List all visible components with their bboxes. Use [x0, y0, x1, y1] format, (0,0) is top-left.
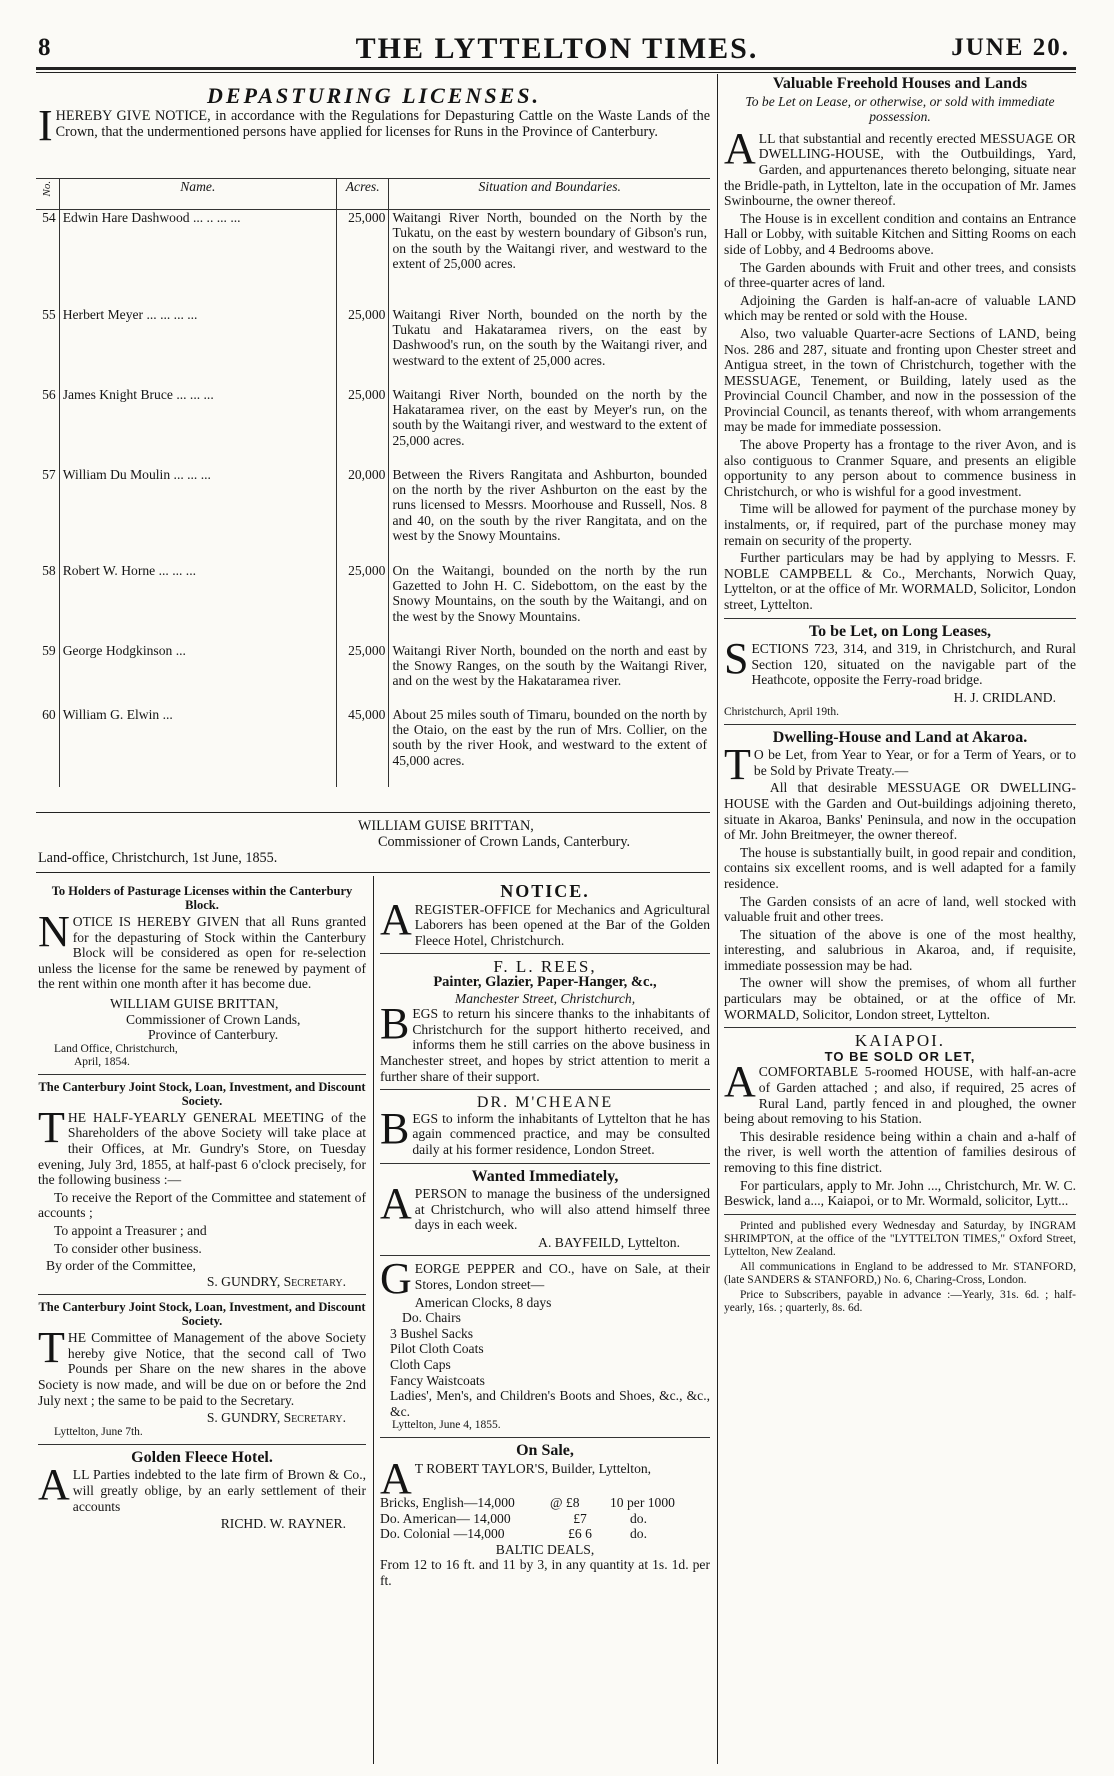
list-item: Bricks, English—14,000 @ £8 10 per 1000	[380, 1495, 675, 1510]
column-divider-right	[717, 74, 718, 1764]
freehold-p1: LL that substantial and recently erected MESSUAGE OR DWELLING-HOUSE, with the Outbuildings, Yard, Garden, and appurtenances thereto belonging, situate near the Bridle-path, in Lyttelton, late in the occupation of Mr. James Swinbourne, the owner thereof.	[724, 130, 1076, 209]
list-item: Do. Chairs	[402, 1310, 461, 1326]
imprint	[724, 1220, 1076, 1315]
freehold-p3: The Garden abounds with Fruit and other trees, and consists of three-quarter acres of land.	[724, 259, 1076, 291]
table-row: 60 William G. Elwin ... 45,000 About 25 miles south of Timaru, bounded on the north by the Otaio, on the east by the run of Mrs. Collier, on the south by the river Hook, and westward to the extent of 45,000 acres.	[36, 707, 710, 787]
column-header-no: No.	[36, 179, 59, 210]
freehold-p6: The above Property has a frontage to the river Avon, and is also contiguous to Cranmer Square, and presents an eligible opportunity to any person about to commence business in Christchurch, or who is wishful for a good investment.	[724, 437, 1076, 499]
pepper-date: Lyttelton, June 4, 1855.	[392, 1419, 501, 1432]
golden-fleece-signature: RICHD. W. RAYNER.	[220, 1516, 346, 1532]
mcheane-body: EGS to inform the inhabitants of Lyttelton that he has again commenced practice, and may be consulted daily at his former residence, London Street.	[412, 1110, 710, 1157]
wanted-heading: Wanted Immediately,	[471, 1167, 619, 1185]
depasturing-notice	[38, 83, 710, 150]
table-row: 55 Herbert Meyer ... ... ... ... 25,000 Waitangi River North, bounded on the north by the Tukatu and Hakataramea rivers, on the east by Dashwood's run, on the south by the Waitangi river, and westward to the extent of 25,000 acres.	[36, 307, 710, 387]
imprint-england: All communications in England to be addressed to Mr. STANFORD, (late SANDERS & STANFORD,) No. 6, Charing-Cross, London.	[724, 1260, 1076, 1286]
dropcap: N	[38, 907, 70, 956]
holders-heading: To Holders of Pasturage Licenses within the Canterbury Block.	[51, 884, 353, 912]
table-row: 59 George Hodgkinson ... 25,000 Waitangi River North, bounded on the north and east by the Snowy Ranges, on the south by the Waitangi River, and on the west by the Hakataramea river.	[36, 643, 710, 707]
masthead-rule	[36, 67, 1076, 70]
imprint-price: Price to Subscribers, payable in advance :—Yearly, 31s. 6d. ; half-yearly, 16s. ; quarterly, 8s. 6d.	[724, 1288, 1076, 1314]
freehold-p7: Time will be allowed for payment of the purchase money by instalments, or, if required, part of the purchase money may remain on security of the property.	[724, 501, 1076, 548]
freehold-subheading: To be Let on Lease, or otherwise, or sold with immediate possession.	[745, 93, 1055, 125]
dropcap: A	[380, 1179, 412, 1229]
list-item: Do. Colonial —14,000 £6 6 do.	[380, 1526, 647, 1542]
committee-signature: S. GUNDRY, Secretary.	[206, 1410, 346, 1426]
akaroa-p1: O be Let, from Year to Year, or for a Term of Years, or to be Sold by Private Treaty.—	[753, 747, 1076, 778]
long-leases-signature: H. J. CRIDLAND.	[953, 689, 1056, 705]
meeting-signature: S. GUNDRY, Secretary.	[206, 1273, 346, 1289]
meeting-order: By order of the Committee,	[46, 1258, 196, 1274]
holders-title: Commissioner of Crown Lands,	[126, 1011, 301, 1027]
issue-date: JUNE 20.	[951, 34, 1070, 61]
right-column	[724, 76, 1076, 1317]
notice-body: REGISTER-OFFICE for Mechanics and Agricultural Laborers has been opened at the Bar of the Golden Fleece Hotel, Christchurch.	[414, 901, 710, 948]
meeting-heading: The Canterbury Joint Stock, Loan, Investment, and Discount Society.	[38, 1079, 366, 1108]
dropcap: A	[380, 1454, 412, 1503]
list-item: Cloth Caps	[390, 1357, 451, 1373]
holders-signature: WILLIAM GUISE BRITTAN,	[110, 995, 279, 1011]
holders-body: OTICE IS HEREBY GIVEN that all Runs granted for the depasturing of Stock within the Canterbury Block will be considered as open for re-selection unless the license for the same be renewed by payment of the rent within one month after it has become due.	[38, 914, 366, 992]
kaiapoi-p3: For particulars, apply to Mr. John ..., Christchurch, Mr. W. C. Beswick, land a..., Kaiapoi, or to Mr. Wormald, solicitor, Lytt...	[724, 1177, 1076, 1209]
long-leases-heading: To be Let, on Long Leases,	[808, 622, 992, 640]
depasturing-heading: DEPASTURING LICENSES.	[207, 83, 541, 108]
freehold-p2: The House is in excellent condition and contains an Entrance Hall or Lobby, with suitable Kitchen and Sitting Rooms on each side of Lobby, and 4 Bedrooms above.	[724, 210, 1076, 257]
freehold-p8: Further particulars may be had by applying to Messrs. F. NOBLE CAMPBELL & Co., Merchants, Norwich Quay, Lyttelton, or at the office of Mr. WORMALD, Solicitor, London street, Lyttelton.	[724, 550, 1076, 612]
signature-title: Commissioner of Crown Lands, Canterbury.	[378, 834, 631, 850]
signature: WILLIAM GUISE BRITTAN,	[358, 818, 534, 834]
table-row: 58 Robert W. Horne ... ... ... 25,000 On the Waitangi, bounded on the north by the run Gazetted to John H. C. Sidebottom, on the east by the Snowy Mountains, on the south by the Waitangi, and on the west by the Snowy Mountains.	[36, 563, 710, 643]
rees-body: EGS to return his sincere thanks to the inhabitants of Christchurch for the support hitherto received, and informs them he still carries on the above business in Manchester street, and hopes by strict attention to merit a further share of their support.	[380, 1006, 710, 1084]
kaiapoi-p1: COMFORTABLE 5-roomed HOUSE, with half-an-acre of Garden attached ; and also, if required, 25 acres of Rural Land, partly fenced in and ploughed, the owner being about removing to his Station.	[724, 1064, 1076, 1127]
kaiapoi-p2: This desirable residence being within a chain and a-half of the river, is well worth the attention of families desirous of removing to this fine district.	[724, 1128, 1076, 1175]
golden-fleece-body: LL Parties indebted to the late firm of Brown & Co., will greatly oblige, by an early settlement of their accounts	[72, 1467, 366, 1514]
holders-place: Land Office, Christchurch,	[54, 1042, 178, 1055]
committee-body: HE Committee of Management of the above Society hereby give Notice, that the second call of Two Pounds per Share on the new shares in the above Society is now made, and will be due on or before the 2nd July next ; the same to be paid to the Secretary.	[38, 1330, 366, 1408]
long-leases-body: ECTIONS 723, 314, and 319, in Christchurch, and Rural Section 120, situated on the navigable part of the Heathcote, opposite the Ferry-road bridge.	[751, 641, 1076, 688]
meeting-body: HE HALF-YEARLY GENERAL MEETING of the Shareholders of the above Society will take place at their Offices, at Mr. Gundry's Store, on Tuesday evening, July 3rd, 1855, at half-past 6 o'clock precisely, for the following business :—	[38, 1109, 366, 1188]
on-sale-heading: On Sale,	[516, 1442, 574, 1460]
depasturing-signature-block	[38, 818, 710, 866]
column-header-situation: Situation and Boundaries.	[389, 179, 710, 210]
freehold-p5: Also, two valuable Quarter-acre Sections of LAND, being Nos. 286 and 287, situate and fronting upon Chester street and Antigua street, in the town of Christchurch, together with the MESSUAGE, Tenement, or Building, lately used as the Provincial Council Chamber, and now in the possession of the Provincial Council, as tenants thereof, with whom arrangements may be made for immediate possession.	[724, 325, 1076, 435]
table-row: 54 Edwin Hare Dashwood ... .. ... ... 25,000 Waitangi River North, bounded on the North by the Tukatu, on the east by western boundary of Gibson's run, on the south by the Waitangi river, and westward to the extent of 25,000 acres.	[36, 210, 710, 307]
rees-name: F. L. REES,	[493, 957, 597, 977]
akaroa-heading: Dwelling-House and Land at Akaroa.	[772, 728, 1028, 746]
dropcap: A	[724, 123, 756, 173]
meeting-item: To consider other business.	[54, 1240, 202, 1256]
freehold-p4: Adjoining the Garden is half-an-acre of valuable LAND which may be rented or sold with the House.	[724, 292, 1076, 324]
page-number: 8	[38, 34, 51, 61]
dropcap: B	[380, 999, 410, 1049]
left-column	[38, 880, 366, 1532]
table-row: 57 William Du Moulin ... ... ... 20,000 Between the Rivers Rangitata and Ashburton, bounded on the north by the river Ashburton on the east by the runs licensed to Messrs. Moorhouse and Russell, Nos. 8 and 40, on the south by the river Rangitata, and on the west by the Snowy Mountains.	[36, 467, 710, 563]
akaroa-p3: The house is substantially built, in good repair and condition, contains six excellent rooms, and is well adapted for a family residence.	[724, 844, 1076, 891]
depasturing-intro: HEREBY GIVE NOTICE, in accordance with the Regulations for Depasturing Cattle on the Waste Lands of the Crown, that the undermentioned persons have applied for licenses for Runs in the Province of Canterbury.	[55, 107, 710, 140]
dropcap: T	[38, 1102, 65, 1152]
list-item: Fancy Waistcoats	[390, 1372, 485, 1388]
list-item: Ladies', Men's, and Children's Boots and Shoes, &c., &c., &c.	[390, 1388, 710, 1419]
list-item: American Clocks, 8 days	[414, 1294, 552, 1310]
akaroa-p2: All that desirable MESSUAGE OR DWELLING-HOUSE with the Garden and Out-buildings adjoining thereto, situate in Akaroa, Banks' Peninsula, and now in the occupation of Mr. John Breitmeyer, the owner thereof.	[724, 780, 1076, 843]
baltic-body: From 12 to 16 ft. and 11 by 3, in any quantity at 1s. 1d. per ft.	[380, 1557, 710, 1588]
column-header-name: Name.	[59, 179, 336, 210]
committee-heading: The Canterbury Joint Stock, Loan, Investment, and Discount Society.	[38, 1300, 366, 1329]
kaiapoi-subheading: TO BE SOLD OR LET,	[824, 1048, 976, 1064]
akaroa-p5: The situation of the above is one of the most healthy, interesting, and salubrious in Akaroa, and, if requisite, immediate possession may be had.	[724, 926, 1076, 973]
akaroa-p4: The Garden consists of an acre of land, well stocked with valuable fruit and other trees.	[724, 893, 1076, 925]
licenses-table	[36, 178, 710, 787]
dropcap: A	[724, 1057, 756, 1107]
on-sale-body: T ROBERT TAYLOR'S, Builder, Lyttelton,	[414, 1461, 652, 1476]
dropcap: A	[38, 1460, 70, 1510]
goods-list	[390, 1295, 710, 1420]
section-rule	[36, 872, 710, 873]
meeting-item: To appoint a Treasurer ; and	[54, 1222, 207, 1238]
rees-address: Manchester Street, Christchurch,	[454, 990, 636, 1006]
committee-date: Lyttelton, June 7th.	[54, 1425, 143, 1438]
dropcap: I	[38, 100, 53, 150]
pepper-body: EORGE PEPPER and CO., have on Sale, at their Stores, London street—	[414, 1261, 710, 1293]
freehold-heading: Valuable Freehold Houses and Lands	[772, 75, 1028, 92]
masthead-rule-thin	[36, 72, 1076, 73]
imprint-publisher: Printed and published every Wednesday and Saturday, by INGRAM SHRIMPTON, at the office of the "LYTTELTON TIMES," Oxford Street, Lyttelton, New Zealand.	[724, 1219, 1076, 1258]
newspaper-title: THE LYTTELTON TIMES.	[355, 32, 759, 65]
notice-heading: NOTICE.	[500, 881, 590, 901]
dropcap: S	[724, 634, 749, 684]
holders-date: April, 1854.	[74, 1055, 130, 1068]
long-leases-date: Christchurch, April 19th.	[724, 705, 839, 718]
kaiapoi-heading: KAIAPOI.	[854, 1031, 946, 1051]
bricks-list	[380, 1495, 710, 1542]
dropcap: T	[724, 740, 751, 790]
golden-fleece-heading: Golden Fleece Hotel.	[131, 1448, 273, 1466]
dropcap: G	[380, 1254, 412, 1304]
akaroa-p6: The owner will show the premises, of whom all further particulars may be obtained, or at the office of Mr. WORMALD, Solicitor, London street, Lyttelton.	[724, 975, 1076, 1022]
column-divider-left	[373, 876, 374, 1764]
dropcap: T	[38, 1323, 65, 1373]
masthead	[0, 0, 1114, 68]
table-row: 56 James Knight Bruce ... ... ... 25,000 Waitangi River North, bounded on the north by the Hakataramea river, on the east by Meyer's run, on the south by the Waitangi river, and westward to the extent of 25,000 acres.	[36, 387, 710, 467]
dropcap: A	[380, 894, 412, 944]
column-header-acres: Acres.	[336, 179, 389, 210]
wanted-signature: A. BAYFEILD, Lyttelton.	[538, 1234, 680, 1250]
list-item: Pilot Cloth Coats	[390, 1341, 484, 1357]
holders-province: Province of Canterbury.	[148, 1027, 279, 1043]
list-item: Do. American— 14,000 £7 do.	[380, 1510, 647, 1526]
dropcap: B	[380, 1103, 410, 1153]
mcheane-name: DR. M'CHEANE	[476, 1094, 614, 1112]
meeting-item: To receive the Report of the Committee and statement of accounts ;	[38, 1189, 366, 1221]
middle-column	[380, 880, 710, 1589]
rees-trade: Painter, Glazier, Paper-Hanger, &c.,	[433, 973, 657, 990]
list-item: 3 Bushel Sacks	[390, 1325, 474, 1341]
wanted-body: PERSON to manage the business of the undersigned at Christchurch, who will also attend himself three days in each week.	[414, 1186, 710, 1233]
table-bottom-rule	[36, 812, 710, 813]
baltic-heading: BALTIC DEALS,	[495, 1541, 595, 1557]
place-date: Land-office, Christchurch, 1st June, 1855.	[38, 850, 278, 866]
